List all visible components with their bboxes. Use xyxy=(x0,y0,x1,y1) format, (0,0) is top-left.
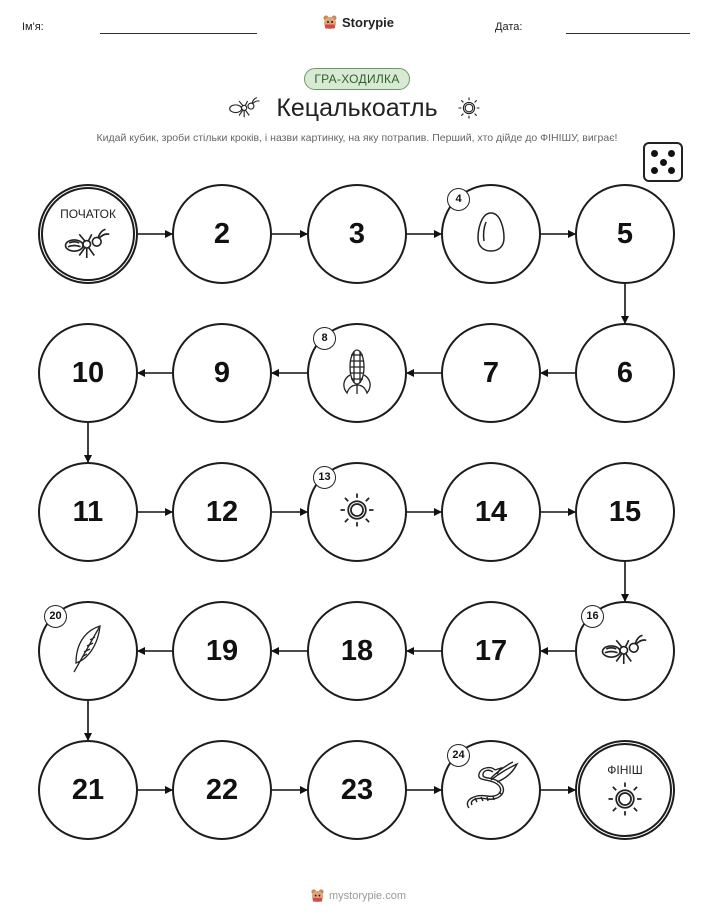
square-number: 19 xyxy=(205,634,239,667)
feather-icon xyxy=(70,623,106,680)
square-number: 14 xyxy=(474,495,508,528)
square-number: 2 xyxy=(213,217,231,250)
board-square-18 xyxy=(307,601,407,701)
finish-square xyxy=(575,740,675,840)
corn-icon xyxy=(337,345,377,402)
board-square-7 xyxy=(441,323,541,423)
bear-icon xyxy=(310,888,325,903)
square-number: 9 xyxy=(213,356,231,389)
start-label: ПОЧАТОК xyxy=(60,207,116,221)
board-square-12 xyxy=(172,462,272,562)
board-square-15 xyxy=(575,462,675,562)
footer xyxy=(310,888,406,903)
board-square-9 xyxy=(172,323,272,423)
square-number: 17 xyxy=(474,634,508,667)
board-square-19 xyxy=(172,601,272,701)
date-label: Дата: xyxy=(495,21,523,33)
board-square-11 xyxy=(38,462,138,562)
page-title: Кецалькоатль xyxy=(276,94,438,122)
square-number: 5 xyxy=(616,217,634,250)
board-square-17 xyxy=(441,601,541,701)
square-number: 22 xyxy=(205,773,239,806)
square-number: 3 xyxy=(348,217,366,250)
board-square-13 xyxy=(307,462,407,562)
game-type-badge: ГРА-ХОДИЛКА xyxy=(304,68,410,90)
square-number: 21 xyxy=(71,773,105,806)
sun-icon xyxy=(335,488,379,537)
board-square-6 xyxy=(575,323,675,423)
square-number: 10 xyxy=(71,356,105,389)
board-square-5 xyxy=(575,184,675,284)
square-number-badge: 20 xyxy=(44,605,67,628)
serpent-icon xyxy=(461,760,521,821)
square-number: 12 xyxy=(205,495,239,528)
start-square xyxy=(38,184,138,284)
board-square-24 xyxy=(441,740,541,840)
board-square-3 xyxy=(307,184,407,284)
square-number-badge: 24 xyxy=(447,744,470,767)
board-square-20 xyxy=(38,601,138,701)
square-number-badge: 13 xyxy=(313,466,336,489)
board-square-21 xyxy=(38,740,138,840)
square-number: 7 xyxy=(482,356,500,389)
square-number: 23 xyxy=(340,773,374,806)
board-square-16 xyxy=(575,601,675,701)
square-number-badge: 4 xyxy=(447,188,470,211)
instructions-text: Кидай кубик, зроби стільки кроків, і назви картинку, на яку потрапив. Перший, хто дійде до ФІНІШУ, виграє! xyxy=(96,132,618,144)
board-square-22 xyxy=(172,740,272,840)
square-number: 11 xyxy=(72,495,104,528)
square-number-badge: 16 xyxy=(581,605,604,628)
board-square-4 xyxy=(441,184,541,284)
brand-name: Storypie xyxy=(342,14,395,30)
board-square-23 xyxy=(307,740,407,840)
board-square-14 xyxy=(441,462,541,562)
name-label: Ім'я: xyxy=(22,21,44,33)
footer-url: mystorypie.com xyxy=(329,889,407,902)
egg-icon xyxy=(475,210,507,259)
square-number: 18 xyxy=(340,634,374,667)
ant-icon xyxy=(600,630,650,673)
ant-icon xyxy=(63,224,113,267)
finish-label: ФІНІШ xyxy=(607,763,643,777)
board-square-2 xyxy=(172,184,272,284)
square-number: 6 xyxy=(616,356,634,389)
square-number: 15 xyxy=(608,495,642,528)
board-square-8 xyxy=(307,323,407,423)
board-square-10 xyxy=(38,323,138,423)
square-number-badge: 8 xyxy=(313,327,336,350)
sun-icon xyxy=(603,777,647,826)
